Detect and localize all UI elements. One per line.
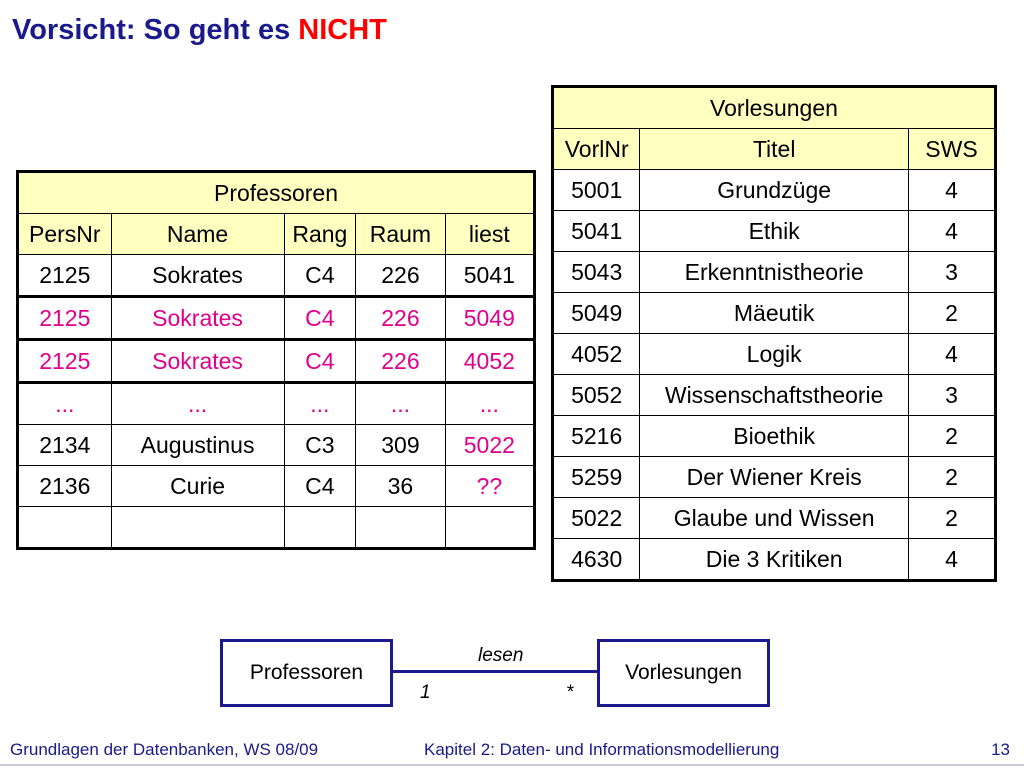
table-cell: Sokrates [111, 340, 284, 383]
table-title-row [553, 87, 996, 129]
table-cell: Augustinus [111, 425, 284, 466]
table-row [553, 539, 996, 581]
table-cell [111, 507, 284, 549]
table-row [18, 255, 535, 297]
table-row [553, 457, 996, 498]
table-cell: 226 [356, 255, 445, 297]
table-cell: 2125 [18, 255, 112, 297]
table-title-row [18, 172, 535, 214]
table-row [553, 170, 996, 211]
column-header: Raum [356, 214, 445, 255]
column-header: liest [445, 214, 534, 255]
table-row [553, 416, 996, 457]
table-cell: Bioethik [640, 416, 909, 457]
table-row [18, 466, 535, 507]
table-cell: 5022 [445, 425, 534, 466]
table-cell: Mäeutik [640, 293, 909, 334]
table-cell: 5041 [553, 211, 640, 252]
table-cell: C4 [284, 340, 356, 383]
association-line [393, 670, 597, 673]
table-cell: ... [284, 383, 356, 425]
vorlesungen-table [551, 85, 997, 582]
column-header: Rang [284, 214, 356, 255]
table-cell: Wissenschaftstheorie [640, 375, 909, 416]
table-row [18, 425, 535, 466]
table-cell: Curie [111, 466, 284, 507]
table-cell: C4 [284, 255, 356, 297]
table-row [553, 211, 996, 252]
table-cell: 4 [908, 539, 995, 581]
table-cell [284, 507, 356, 549]
table-cell: 5022 [553, 498, 640, 539]
table-row [18, 297, 535, 340]
table-cell: 2125 [18, 340, 112, 383]
table-cell: 3 [908, 375, 995, 416]
table-cell: ... [445, 383, 534, 425]
table-cell: Erkenntnistheorie [640, 252, 909, 293]
table-cell: 2134 [18, 425, 112, 466]
table-cell: C3 [284, 425, 356, 466]
table-cell: 5041 [445, 255, 534, 297]
table-title: Vorlesungen [553, 87, 996, 129]
table-cell: 226 [356, 297, 445, 340]
table-cell: 2 [908, 457, 995, 498]
column-header: Titel [640, 129, 909, 170]
column-header: PersNr [18, 214, 112, 255]
table-header-row [18, 214, 535, 255]
table-cell: Die 3 Kritiken [640, 539, 909, 581]
table-cell: 5043 [553, 252, 640, 293]
column-header: SWS [908, 129, 995, 170]
table-cell: Logik [640, 334, 909, 375]
table-row [553, 334, 996, 375]
table-row [553, 293, 996, 334]
table-cell: ... [18, 383, 112, 425]
table-row [553, 252, 996, 293]
table-cell: 4630 [553, 539, 640, 581]
table-cell [356, 507, 445, 549]
table-title: Professoren [18, 172, 535, 214]
table-cell: 5049 [553, 293, 640, 334]
professoren-entity-box: Professoren [220, 639, 393, 707]
table-header-row [553, 129, 996, 170]
table-cell: 4 [908, 211, 995, 252]
table-cell: 5052 [553, 375, 640, 416]
table-cell: 4 [908, 170, 995, 211]
table-cell: 5216 [553, 416, 640, 457]
column-header: VorlNr [553, 129, 640, 170]
table-cell: 3 [908, 252, 995, 293]
table-cell [445, 507, 534, 549]
table-cell: 5259 [553, 457, 640, 498]
table-cell: C4 [284, 466, 356, 507]
table-row [553, 375, 996, 416]
table-cell: Der Wiener Kreis [640, 457, 909, 498]
table-row [553, 498, 996, 539]
table-cell: ?? [445, 466, 534, 507]
footer-divider [0, 764, 1024, 766]
table-row [18, 340, 535, 383]
table-cell: Sokrates [111, 297, 284, 340]
table-cell: 226 [356, 340, 445, 383]
vorlesungen-entity-box: Vorlesungen [597, 639, 770, 707]
table-row [18, 383, 535, 425]
slide-title-highlight: NICHT [298, 14, 387, 46]
table-cell: Ethik [640, 211, 909, 252]
multiplicity-right: * [566, 682, 574, 703]
table-cell: 2 [908, 498, 995, 539]
table-cell: ... [111, 383, 284, 425]
footer-chapter: Kapitel 2: Daten- und Informationsmodellierung [424, 740, 780, 759]
professoren-table [16, 170, 536, 550]
slide-title-prefix: Vorsicht: So geht es [12, 14, 299, 46]
table-cell: 5001 [553, 170, 640, 211]
table-cell: 2136 [18, 466, 112, 507]
multiplicity-left: 1 [420, 682, 431, 703]
table-cell: 4052 [553, 334, 640, 375]
footer-course: Grundlagen der Datenbanken, WS 08/09 [10, 740, 319, 759]
column-header: Name [111, 214, 284, 255]
footer-page-number: 13 [991, 740, 1010, 759]
table-row [18, 507, 535, 549]
table-cell: C4 [284, 297, 356, 340]
table-cell: 5049 [445, 297, 534, 340]
table-cell: 36 [356, 466, 445, 507]
table-cell: 4052 [445, 340, 534, 383]
table-cell: Sokrates [111, 255, 284, 297]
table-cell: 2 [908, 293, 995, 334]
table-cell: 2 [908, 416, 995, 457]
table-cell: ... [356, 383, 445, 425]
table-cell: 4 [908, 334, 995, 375]
table-cell: 2125 [18, 297, 112, 340]
association-label: lesen [478, 645, 524, 666]
slide-title [12, 14, 387, 47]
table-cell: Glaube und Wissen [640, 498, 909, 539]
table-cell [18, 507, 112, 549]
table-cell: Grundzüge [640, 170, 909, 211]
table-cell: 309 [356, 425, 445, 466]
